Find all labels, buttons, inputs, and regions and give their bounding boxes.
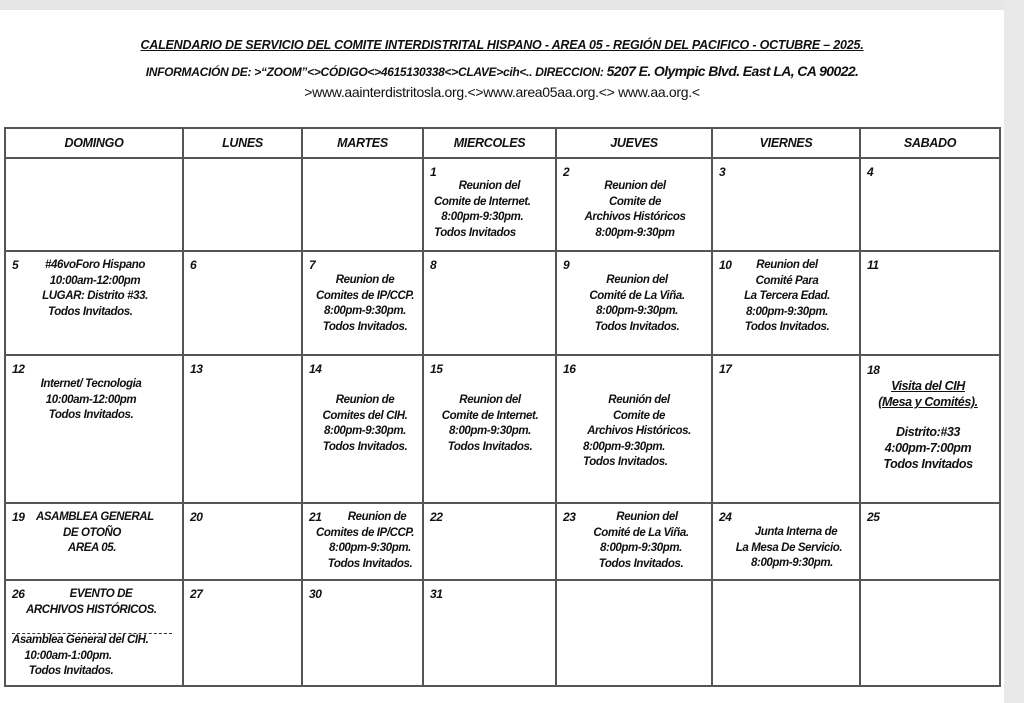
event-line: La Mesa De Servicio.	[735, 541, 843, 554]
event-line: 8:00pm-9:30pm.	[449, 425, 531, 437]
event-line: Reunion del	[604, 180, 666, 192]
right-scrollbar-track[interactable]	[1004, 0, 1024, 703]
event-text	[313, 510, 417, 572]
event-text	[587, 273, 687, 335]
zoom-info: INFORMACIÓN DE: >“ZOOM”<>CÓDIGO<>4615130338<>CLAVE>cih<.. DIRECCION:	[145, 65, 607, 79]
day-cell-12	[5, 355, 183, 503]
weekday-sabado: SABADO	[860, 128, 1000, 158]
event-line: 4:00pm-7:00pm	[884, 441, 972, 455]
event-line: Todos Invitados	[434, 226, 516, 239]
event-text	[36, 377, 146, 424]
week-row	[5, 158, 1000, 251]
event-text	[583, 393, 695, 471]
event-line: Visita del CIH	[891, 379, 965, 393]
event-line: Todos Invitados.	[327, 557, 413, 570]
event-line: (Mesa y Comités).	[878, 395, 978, 409]
event-line: Reunión del	[608, 394, 670, 406]
event-text	[313, 393, 417, 455]
day-cell-9	[556, 251, 712, 355]
event-line: Todos Invitados.	[48, 305, 133, 318]
day-number: 18	[867, 363, 880, 377]
day-number: 26	[12, 587, 25, 601]
calendar-grid	[4, 127, 1001, 687]
event-line: Reunion de	[347, 511, 407, 523]
event-line: Comites de IP/CCP.	[315, 526, 415, 539]
event-text	[875, 378, 981, 472]
weekday-miercoles: MIERCOLES	[423, 128, 556, 158]
day-cell-20	[183, 503, 302, 580]
day-number: 4	[867, 165, 874, 179]
day-cell-30	[302, 580, 423, 686]
day-number: 27	[190, 587, 203, 601]
event-line: 10:00am-12:00pm	[45, 393, 137, 406]
day-number: 30	[309, 587, 322, 601]
event-line: 8:00pm-9:30pm.	[600, 542, 682, 554]
day-number: 19	[12, 510, 25, 524]
event-line: Todos Invitados.	[48, 409, 134, 421]
address: 5207 E. Olympic Blvd. East LA, CA 90022.	[606, 63, 859, 79]
day-number: 1	[430, 165, 437, 179]
empty-cell	[712, 580, 860, 686]
day-number: 16	[563, 362, 576, 376]
event-line: Comite de Internet.	[441, 409, 539, 422]
event-line: ASAMBLEA GENERAL	[36, 511, 154, 523]
event-line: Comité de La Viña.	[593, 526, 689, 539]
event-line: Todos Invitados.	[598, 557, 684, 570]
day-cell-15	[423, 355, 556, 503]
event-line: 8:00pm-9:30pm	[595, 226, 675, 239]
event-line: Comites del CIH.	[322, 409, 408, 422]
event-line: 8:00pm-9:30pm.	[751, 557, 833, 569]
day-cell-22	[423, 503, 556, 580]
event-line: Todos Invitados.	[744, 321, 830, 333]
weekday-martes: MARTES	[302, 128, 423, 158]
week-row	[5, 580, 1000, 686]
day-number: 22	[430, 510, 443, 524]
event-text	[26, 587, 157, 618]
weekday-domingo: DOMINGO	[5, 128, 183, 158]
day-cell-7	[302, 251, 423, 355]
day-cell-17	[712, 355, 860, 503]
event-line: Reunion de	[335, 274, 395, 286]
day-number: 23	[563, 510, 576, 524]
day-cell-23	[556, 503, 712, 580]
event-text	[40, 258, 150, 320]
event-text	[12, 633, 162, 680]
empty-cell	[302, 158, 423, 251]
day-cell-18	[860, 355, 1000, 503]
event-line: #46voForo Hispano	[45, 259, 145, 271]
event-line: EVENTO DE	[69, 588, 133, 600]
empty-cell	[183, 158, 302, 251]
event-line: Comité de La Viña.	[589, 289, 685, 302]
day-number: 24	[719, 510, 732, 524]
day-cell-21	[302, 503, 423, 580]
day-number: 2	[563, 165, 570, 179]
day-cell-5	[5, 251, 183, 355]
event-line: 8:00pm-9:30pm.	[746, 305, 828, 318]
day-number: 7	[309, 258, 316, 272]
event-line: Todos Invitados.	[322, 440, 408, 453]
day-number: 11	[867, 258, 879, 272]
event-text	[434, 179, 531, 241]
event-text	[737, 258, 837, 336]
event-line: Junta Interna de	[754, 526, 838, 538]
event-line: Todos Invitados	[883, 457, 973, 471]
week-row	[5, 251, 1000, 355]
event-text	[432, 393, 548, 455]
event-line: 8:00pm-9:30pm.	[324, 425, 406, 437]
event-text	[591, 510, 691, 572]
day-cell-16	[556, 355, 712, 503]
event-line: Distrito:#33	[896, 425, 960, 439]
day-number: 20	[190, 510, 203, 524]
weekday-header-row	[5, 128, 1000, 158]
event-line: Archivos Históricos	[584, 211, 686, 223]
calendar-title: CALENDARIO DE SERVICIO DEL COMITE INTERDISTRITAL HISPANO - AREA 05 - REGIÓN DEL PACIFICO - OCTUBRE – 2025.	[140, 38, 864, 52]
day-cell-14	[302, 355, 423, 503]
event-line: 10:00am-12:00pm	[49, 274, 141, 287]
weekday-jueves: JUEVES	[556, 128, 712, 158]
day-number: 10	[719, 258, 732, 272]
day-cell-4	[860, 158, 1000, 251]
event-line: Todos Invitados.	[322, 320, 408, 333]
event-line: Comite de	[609, 195, 661, 208]
day-cell-27	[183, 580, 302, 686]
day-cell-11	[860, 251, 1000, 355]
day-cell-10	[712, 251, 860, 355]
event-line: Archivos Históricos.	[587, 425, 691, 437]
event-line: 8:00pm-9:30pm.	[583, 440, 665, 453]
event-line: 8:00pm-9:30pm.	[329, 542, 411, 554]
week-row	[5, 355, 1000, 503]
event-text	[36, 510, 154, 557]
day-number: 8	[430, 258, 437, 272]
day-cell-24	[712, 503, 860, 580]
event-line: 8:00pm-9:30pm.	[441, 211, 524, 223]
event-line: DE OTOÑO	[63, 526, 121, 539]
empty-cell	[860, 580, 1000, 686]
event-line: Reunion del	[606, 274, 668, 286]
day-number: 5	[12, 258, 19, 272]
website-links: >www.aainterdistritosla.org.<>www.area05aa.org.<> www.aa.org.<	[304, 84, 700, 100]
day-cell-25	[860, 503, 1000, 580]
empty-cell	[556, 580, 712, 686]
event-line: Reunion del	[756, 259, 818, 271]
day-number: 14	[309, 362, 322, 376]
day-number: 12	[12, 362, 25, 376]
event-text	[733, 525, 845, 572]
day-cell-1	[423, 158, 556, 251]
day-cell-26	[5, 580, 183, 686]
meeting-info	[0, 63, 1004, 79]
event-line: Reunion de	[335, 394, 395, 406]
event-line: 8:00pm-9:30pm.	[324, 305, 406, 317]
event-line: ARCHIVOS HISTÓRICOS.	[26, 603, 157, 616]
day-cell-19	[5, 503, 183, 580]
day-cell-8	[423, 251, 556, 355]
event-line: Reunion del	[458, 180, 520, 192]
week-row	[5, 503, 1000, 580]
event-line: La Tercera Edad.	[744, 290, 830, 302]
day-number: 17	[719, 362, 732, 376]
event-line: AREA 05.	[67, 542, 117, 554]
day-number: 13	[190, 362, 203, 376]
event-line: Reunion del	[616, 511, 678, 523]
day-number: 3	[719, 165, 726, 179]
weekday-lunes: LUNES	[183, 128, 302, 158]
event-line: Todos Invitados.	[447, 440, 533, 453]
top-margin	[0, 0, 1024, 10]
day-number: 6	[190, 258, 197, 272]
day-number: 31	[430, 587, 443, 601]
event-line: Comites de IP/CCP.	[315, 289, 415, 302]
event-line: Todos Invitados.	[583, 456, 668, 468]
document-page	[0, 10, 1004, 703]
day-number: 15	[430, 362, 443, 376]
day-cell-31	[423, 580, 556, 686]
event-text	[583, 179, 687, 241]
day-cell-6	[183, 251, 302, 355]
day-number: 25	[867, 510, 880, 524]
weekday-viernes: VIERNES	[712, 128, 860, 158]
event-line: Comité Para	[755, 274, 819, 287]
event-line: Todos Invitados.	[594, 320, 680, 333]
event-line: Comite de	[613, 409, 665, 422]
event-line: 10:00am-1:00pm.	[24, 649, 112, 662]
event-line: 8:00pm-9:30pm.	[596, 305, 678, 317]
event-line: Asamblea General del CIH.	[12, 634, 149, 646]
day-cell-3	[712, 158, 860, 251]
event-line: Comite de Internet.	[434, 195, 531, 208]
day-number: 9	[563, 258, 570, 272]
event-line: Internet/ Tecnologia	[40, 378, 142, 390]
event-line: LUGAR: Distrito #33.	[42, 290, 148, 302]
event-text	[313, 273, 417, 335]
event-line: Todos Invitados.	[28, 665, 114, 677]
day-cell-2	[556, 158, 712, 251]
event-line: Reunion del	[459, 394, 521, 406]
day-number: 21	[309, 510, 322, 524]
day-cell-13	[183, 355, 302, 503]
empty-cell	[5, 158, 183, 251]
